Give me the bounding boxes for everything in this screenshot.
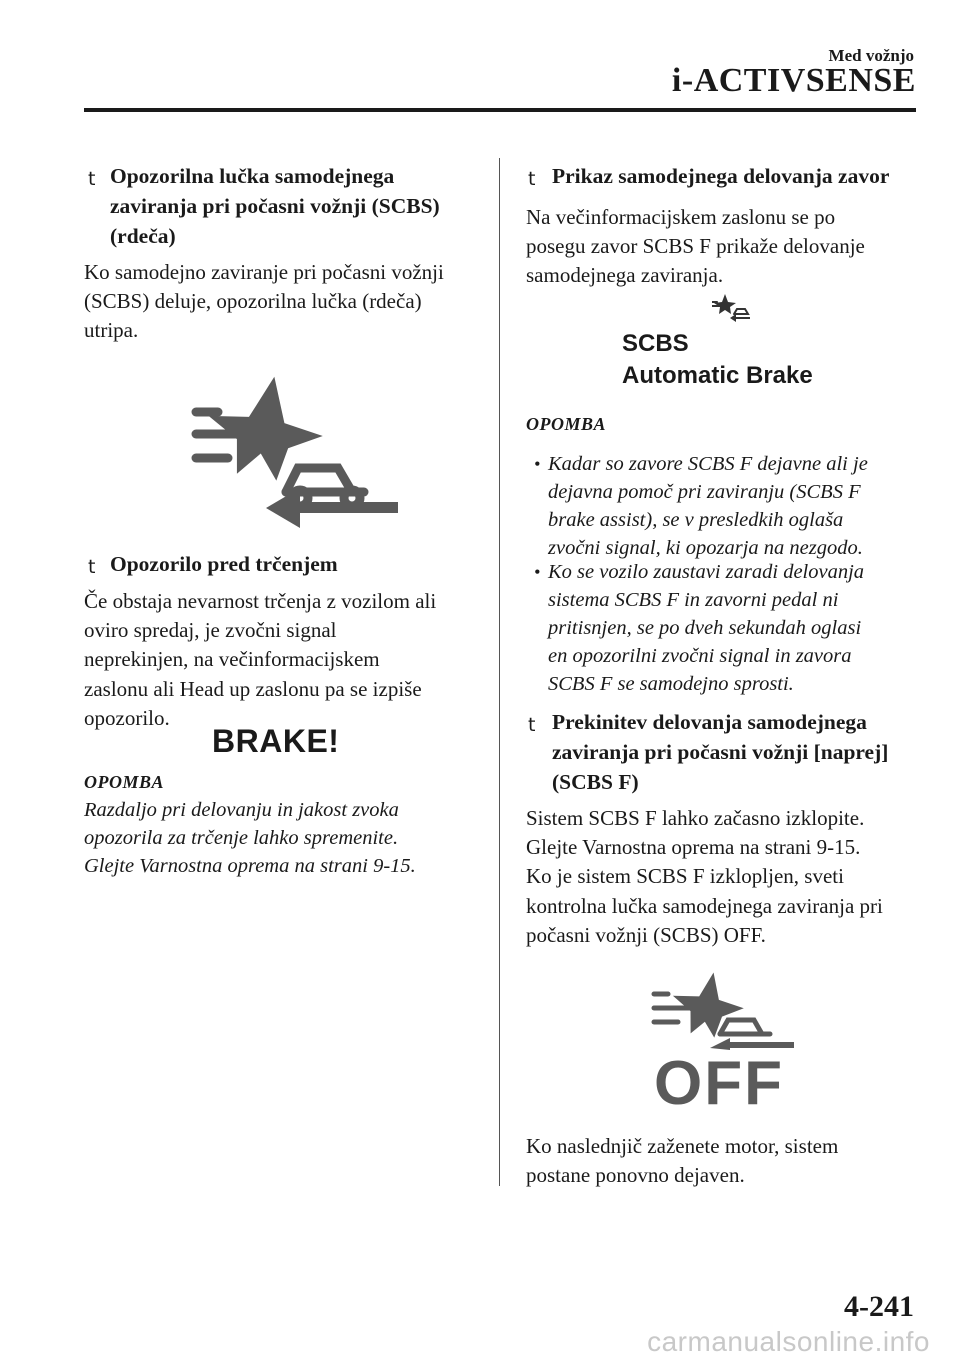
watermark-url: carmanualsonline.info (647, 1326, 930, 1357)
heading-line: zaviranja pri počasni vožnji [naprej] (552, 740, 889, 764)
text-line: zaslonu ali Head up zaslonu pa se izpiše (84, 676, 422, 701)
text-line: neprekinjen, na večinformacijskem (84, 647, 380, 672)
scbs-warning-icon (188, 374, 404, 528)
heading-line: Prekinitev delovanja samodejnega (552, 710, 867, 734)
paragraph-scbs-off (526, 804, 883, 950)
chapter-title: i-ACTIVSENSE (671, 62, 916, 99)
note-label: OPOMBA (84, 772, 165, 792)
heading-bullet: t (528, 714, 536, 736)
note-text (84, 796, 416, 880)
paragraph-brake-display (526, 203, 865, 291)
text-line: Sistem SCBS F lahko začasno izklopite. (526, 806, 865, 830)
heading-line: (SCBS F) (552, 770, 639, 794)
heading-line: zaviranja pri počasni vožnji (SCBS) (110, 194, 440, 218)
text-line: postane ponovno dejaven. (526, 1163, 745, 1188)
paragraph-warning-light (84, 258, 444, 346)
header-rule (84, 108, 916, 112)
note-bullet-item (534, 450, 868, 562)
note-line: Razdaljo pri delovanju in jakost zvoka (84, 799, 399, 821)
bullet-dot: • (534, 562, 541, 582)
text-line: Ko samodejno zaviranje pri počasni vožnji (84, 260, 444, 284)
note-line: Kadar so zavore SCBS F dejavne ali je (548, 453, 868, 475)
note-line: Glejte Varnostna oprema na strani 9-15. (84, 855, 416, 877)
scbs-small-icon (712, 294, 752, 322)
note-line: pritisnjen, se po dveh sekundah oglasi (548, 617, 862, 639)
text-line: počasni vožnji (SCBS) OFF. (526, 922, 766, 947)
heading-warning-light (110, 161, 440, 251)
text-line: opozorilo. (84, 705, 170, 730)
paragraph-restart (526, 1132, 838, 1190)
text-line: Glejte Varnostna oprema na strani 9-15. (526, 835, 861, 860)
scbs-display (622, 328, 813, 392)
note-line: dejavna pomoč pri zaviranju (SCBS F (548, 481, 861, 503)
paragraph-collision-warning (84, 587, 436, 733)
text-line: oviro spredaj, je zvočni signal (84, 618, 337, 643)
scbs-display-line: SCBS (622, 330, 689, 357)
note-line: Ko se vozilo zaustavi zaradi delovanja (548, 561, 865, 583)
text-line: Če obstaja nevarnost trčenja z vozilom ali (84, 589, 437, 613)
text-line: Na večinformacijskem zaslonu se po (526, 205, 836, 229)
bullet-dot: • (534, 454, 541, 474)
text-line: utripa. (84, 318, 139, 343)
note-line: en opozorilni zvočni signal in zavora (548, 645, 852, 667)
scbs-display-line: Automatic Brake (622, 362, 813, 389)
heading-line: Opozorilna lučka samodejnega (110, 164, 395, 188)
heading-collision-warning: Opozorilo pred trčenjem (110, 552, 338, 576)
heading-brake-display: Prikaz samodejnega delovanja zavor (552, 164, 890, 188)
heading-bullet: t (528, 168, 536, 190)
text-line: kontrolna lučka samodejnega zaviranja pri (526, 893, 883, 918)
note-line: zvočni signal, ki opozarja na nezgodo. (548, 537, 863, 559)
heading-bullet: t (88, 168, 96, 190)
section-label: Med vožnjo (828, 46, 914, 65)
note-label: OPOMBA (526, 414, 607, 434)
text-line: samodejnega zaviranja. (526, 263, 724, 288)
page-number: 4-241 (844, 1290, 914, 1323)
note-line: SCBS F se samodejno sprosti. (548, 673, 794, 695)
column-divider (499, 158, 500, 1186)
heading-scbs-off (552, 707, 888, 797)
note-line: sistema SCBS F in zavorni pedal ni (548, 589, 839, 611)
text-line: (SCBS) deluje, opozorilna lučka (rdeča) (84, 289, 422, 314)
heading-bullet: t (88, 556, 96, 578)
note-line: brake assist), se v presledkih oglaša (548, 509, 844, 531)
note-bullet-item (534, 558, 864, 698)
heading-line: (rdeča) (110, 224, 176, 248)
note-line: opozorila za trčenje lahko spremenite. (84, 827, 399, 849)
text-line: Ko je sistem SCBS F izklopljen, sveti (526, 864, 844, 889)
brake-display-label: BRAKE! (212, 723, 340, 759)
off-label: OFF (654, 1049, 784, 1118)
text-line: Ko naslednjič zaženete motor, sistem (526, 1134, 839, 1158)
scbs-off-icon (650, 972, 800, 1050)
text-line: posegu zavor SCBS F prikaže delovanje (526, 234, 865, 259)
